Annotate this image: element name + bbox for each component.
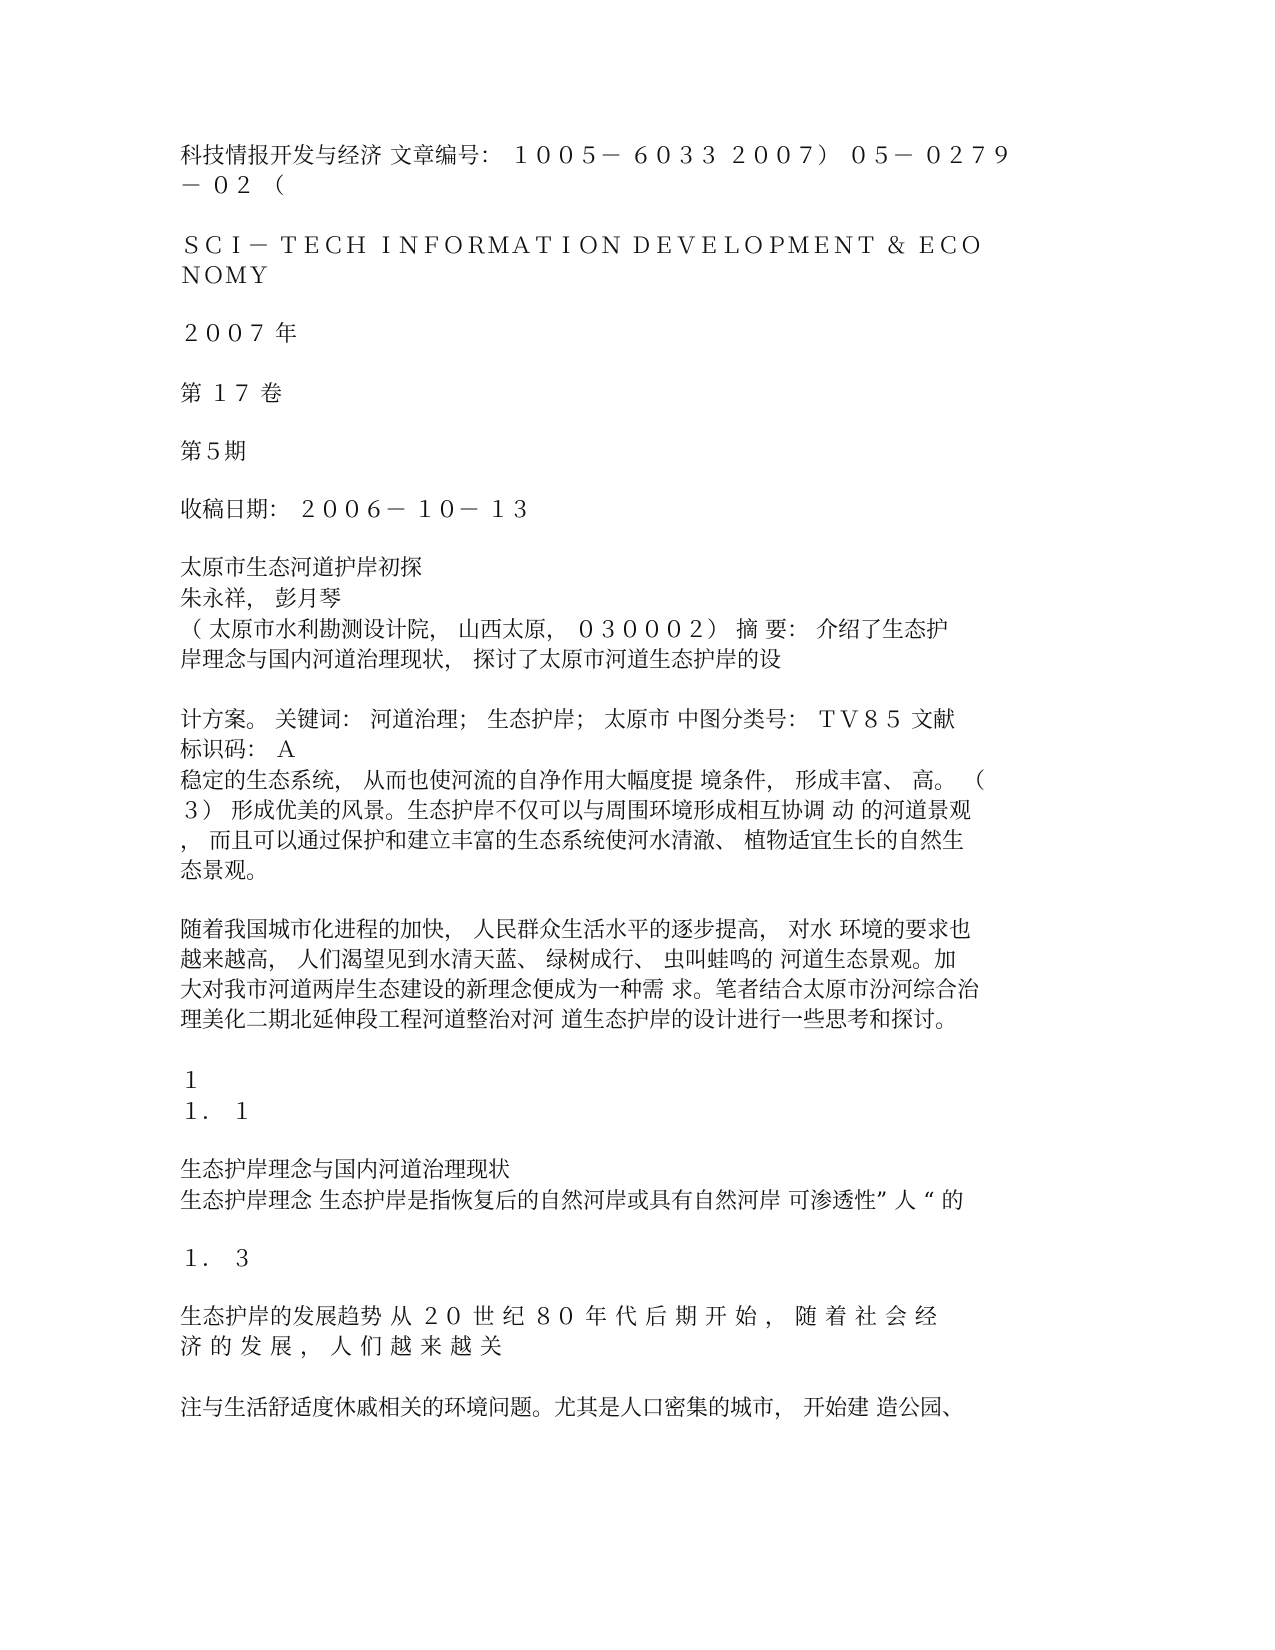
journal-english-line-1: ＳＣＩ－ ＴＥＣＨ ＩＮＦＯＲＭＡＴＩＯＮ ＤＥＶＥＬＯＰＭＥＮＴ ＆ ＥＣＯ [180, 234, 983, 259]
journal-info-line-1: 科技情报开发与经济 文章编号： １００５－ ６０３３ ２００７） ０５－ ０２７９ [180, 144, 1013, 169]
paragraph-line: 大对我市河道两岸生态建设的新理念便成为一种需 求。笔者结合太原市汾河综合治 [180, 978, 979, 1003]
article-title: 太原市生态河道护岸初探 [180, 556, 423, 581]
closing-line: 注与生活舒适度休戚相关的环境问题。尤其是人口密集的城市， 开始建 造公园、 [180, 1396, 964, 1421]
trend-line-1: 生态护岸的发展趋势 从 ２０ 世 纪 ８０ 年 代 后 期 开 始 ， 随 着 社 会 经 [180, 1305, 938, 1330]
section-number-1-1: １． １ [180, 1100, 253, 1125]
section-text-line: 生态护岸理念 生态护岸是指恢复后的自然河岸或具有自然河岸 可渗透性” 人 “ 的 [180, 1189, 964, 1214]
abstract-line-2: 岸理念与国内河道治理现状， 探讨了太原市河道生态护岸的设 [180, 648, 781, 673]
paragraph-line: 理美化二期北延伸段工程河道整治对河 道生态护岸的设计进行一些思考和探讨。 [180, 1008, 957, 1033]
paragraph-line: 随着我国城市化进程的加快， 人民群众生活水平的逐步提高， 对水 环境的要求也 [180, 918, 971, 943]
received-date: 收稿日期： ２００６－ １０－ １３ [180, 498, 531, 523]
journal-english-title [180, 232, 1060, 292]
section-heading: 生态护岸理念与国内河道治理现状 [180, 1158, 511, 1183]
section-number-1: １ [180, 1069, 203, 1094]
paragraph-line: 稳定的生态系统， 从而也使河流的自净作用大幅度提 境条件， 形成丰富、 高。 （ [180, 769, 985, 794]
affiliation-abstract [180, 616, 1060, 676]
journal-english-line-2: ＮＯＭＹ [180, 264, 271, 289]
paragraph-ecosystem [180, 767, 1060, 887]
publication-year: ２００７ 年 [180, 322, 297, 347]
abstract-line-1: （ 太原市水利勘测设计院， 山西太原， ０３０００２） 摘 要： 介绍了生态护 [180, 618, 948, 643]
paragraph-line: 越来越高， 人们渴望见到水清天蓝、 绿树成行、 虫叫蛙鸣的 河道生态景观。加 [180, 948, 956, 973]
article-authors: 朱永祥， 彭月琴 [180, 587, 341, 612]
keywords-classification [180, 706, 1060, 766]
journal-info [180, 142, 1060, 202]
paragraph-line: ３） 形成优美的风景。生态护岸不仅可以与周围环境形成相互协调 动 的河道景观 [180, 799, 971, 824]
keywords-line-1: 计方案。 关键词： 河道治理； 生态护岸； 太原市 中图分类号： ＴＶ８５ 文献 [180, 708, 955, 733]
volume-number: 第 １７ 卷 [180, 382, 282, 407]
issue-number: 第５期 [180, 440, 247, 465]
paragraph-introduction [180, 916, 1060, 1036]
document-page [180, 0, 1060, 1650]
trend-line-2: 济 的 发 展 ， 人 们 越 来 越 关 [180, 1335, 503, 1360]
section-number-1-3: １． ３ [180, 1247, 253, 1272]
journal-info-line-2: － ０２ （ [180, 174, 285, 199]
development-trend [180, 1303, 1060, 1363]
keywords-line-2: 标识码： Ａ [180, 738, 297, 763]
paragraph-line: 态景观。 [180, 859, 269, 884]
paragraph-line: ， 而且可以通过保护和建立丰富的生态系统使河水清澈、 植物适宜生长的自然生 [180, 829, 964, 854]
